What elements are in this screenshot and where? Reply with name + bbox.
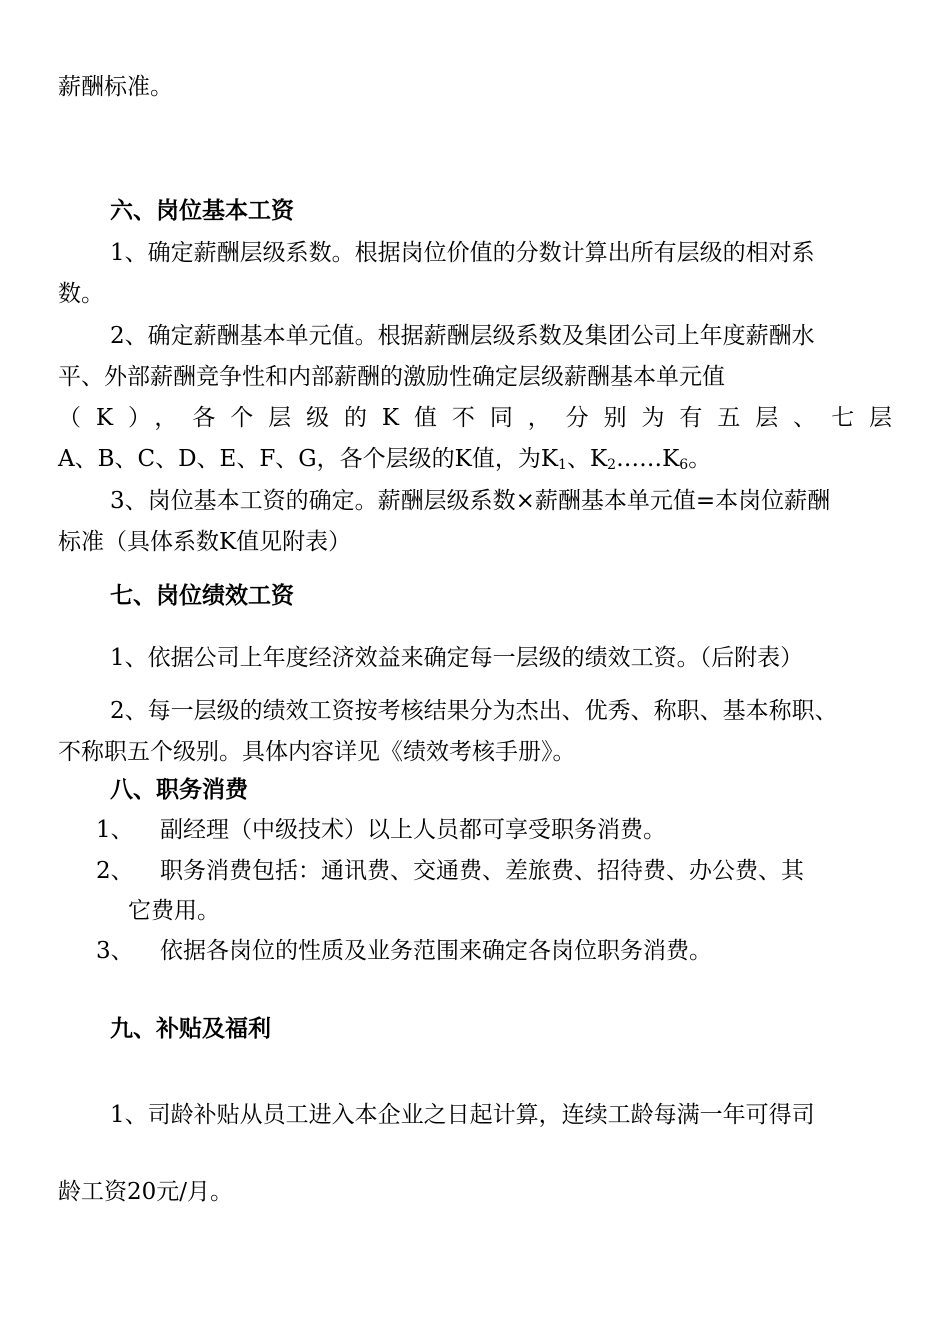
paragraph-line: 数。 [58, 281, 104, 307]
text-run: 。 [688, 446, 712, 472]
paragraph-line: 不称职五个级别。具体内容详见《绩效考核手册》。 [58, 739, 576, 765]
list-number: 3、 [96, 938, 134, 964]
paragraph-line: 平、外部薪酬竞争性和内部薪酬的激励性确定层级薪酬基本单元值 [58, 364, 725, 390]
paragraph-line: 薪酬标准。 [58, 74, 173, 100]
list-item-text: 副经理（中级技术）以上人员都可享受职务消费。 [160, 817, 666, 843]
paragraph-line: 2、确定薪酬基本单元值。根据薪酬层级系数及集团公司上年度薪酬水 [110, 323, 815, 349]
paragraph-line: 2、每一层级的绩效工资按考核结果分为杰出、优秀、称职、基本称职、 [110, 698, 838, 724]
paragraph-line: 1、司龄补贴从员工进入本企业之日起计算，连续工龄每满一年可得司 [110, 1102, 815, 1128]
text-run: ……K [616, 446, 680, 472]
list-item-text: 依据各岗位的性质及业务范围来确定各岗位职务消费。 [160, 938, 712, 964]
paragraph-line: 1、依据公司上年度经济效益来确定每一层级的绩效工资。（后附表） [110, 645, 804, 671]
paragraph-line: 标准（具体系数K值见附表） [58, 529, 352, 555]
list-item-continuation: 它费用。 [128, 898, 220, 924]
list-number: 1、 [96, 817, 134, 843]
section-heading-8: 八、职务消费 [110, 777, 248, 803]
subscript: 6 [679, 457, 689, 473]
subscript: 2 [607, 457, 617, 473]
paragraph-line: 3、岗位基本工资的确定。薪酬层级系数×薪酬基本单元值=本岗位薪酬 [110, 488, 831, 514]
list-item-text: 职务消费包括：通讯费、交通费、差旅费、招待费、办公费、其 [160, 858, 804, 884]
text-run: 、K [566, 446, 608, 472]
section-heading-9: 九、补贴及福利 [110, 1016, 271, 1042]
paragraph-line: 龄工资20元/月。 [58, 1179, 234, 1205]
section-heading-7: 七、岗位绩效工资 [110, 583, 294, 609]
text-run: A、B、C、D、E、F、G，各个层级的K值，为K [58, 446, 559, 472]
paragraph-line [58, 444, 892, 474]
subscript: 1 [558, 457, 567, 473]
section-heading-6: 六、岗位基本工资 [110, 198, 294, 224]
list-number: 2、 [96, 858, 134, 884]
paragraph-line: （K），各个层级的K值不同，分别为有五层、七层 [58, 405, 892, 431]
paragraph-line: 1、确定薪酬层级系数。根据岗位价值的分数计算出所有层级的相对系 [110, 240, 815, 266]
